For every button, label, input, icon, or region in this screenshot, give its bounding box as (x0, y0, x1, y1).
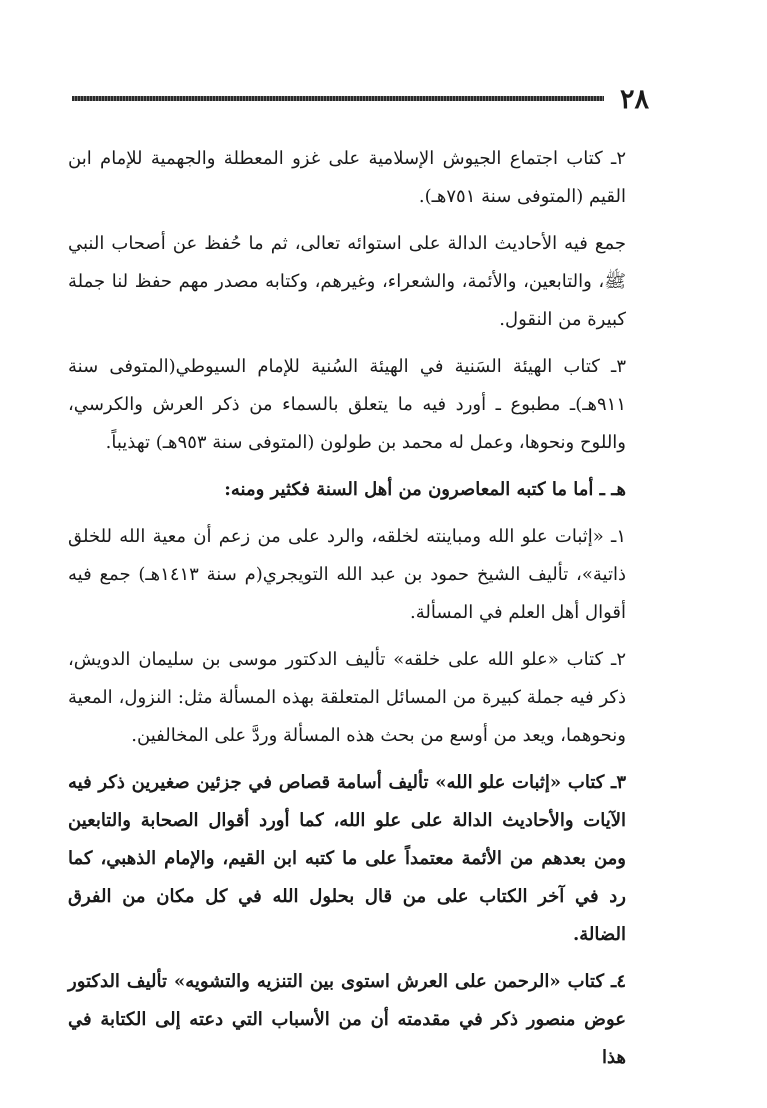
page-body (68, 140, 626, 1086)
paragraph-item-2-description: جمع فيه الأحاديث الدالة على استوائه تعالى، ثم ما حُفظ عن أصحاب النبي ﷺ، والتابعين، والأئمة، والشعراء، وغيرهم، وكتابه مصدر مهم حفظ لنا جملة كبيرة من النقول. (68, 233, 626, 330)
section-heading: هـ ـ أما ما كتبه المعاصرون من أهل السنة فكثير ومنه: (224, 479, 626, 500)
paragraph-modern-3: ٣ـ كتاب «إثبات علو الله» تأليف أسامة قصاص في جزئين صغيرين ذكر فيه الآيات والأحاديث الدالة على علو الله، كما أورد أقوال الصحابة والتابعين ومن بعدهم من الأئمة معتمداً على ما كتبه ابن القيم، والإمام الذهبي، كما رد في آخر الكتاب على من قال بحلول الله في كل مكان من الفرق الضالة. (68, 772, 626, 945)
paragraph-modern-2: ٢ـ كتاب «علو الله على خلقه» تأليف الدكتور موسى بن سليمان الدويش، ذكر فيه جملة كبيرة من المسائل المتعلقة بهذه المسألة مثل: النزول، المعية ونحوهما، ويعد من أوسع من بحث هذه المسألة وردَّ على المخالفين. (68, 649, 626, 746)
paragraph-modern-4: ٤ـ كتاب «الرحمن على العرش استوى بين التنزيه والتشويه» تأليف الدكتور عوض منصور ذكر في مقدمته أن من الأسباب التي دعته إلى الكتابة في هذا (68, 971, 626, 1068)
paragraph-modern-1: ١ـ «إثبات علو الله ومباينته لخلقه، والرد على من زعم أن معية الله للخلق ذاتية»، تأليف الشيخ حمود بن عبد الله التويجري(م سنة ١٤١٣هـ) جمع فيه أقوال أهل العلم في المسألة. (68, 526, 626, 623)
header-rule (72, 96, 604, 101)
paragraph-item-3: ٣ـ كتاب الهيئة السَنية في الهيئة السُنية للإمام السيوطي(المتوفى سنة ٩١١هـ)ـ مطبوع ـ أورد فيه ما يتعلق بالسماء من ذكر العرش والكرسي، واللوح ونحوها، وعمل له محمد بن طولون (المتوفى سنة ٩٥٣هـ) تهذيباً. (68, 356, 626, 453)
page-number: ٢٨ (619, 84, 649, 115)
paragraph-item-2: ٢ـ كتاب اجتماع الجيوش الإسلامية على غزو المعطلة والجهمية للإمام ابن القيم (المتوفى سنة ٧٥١هـ). (68, 148, 626, 207)
